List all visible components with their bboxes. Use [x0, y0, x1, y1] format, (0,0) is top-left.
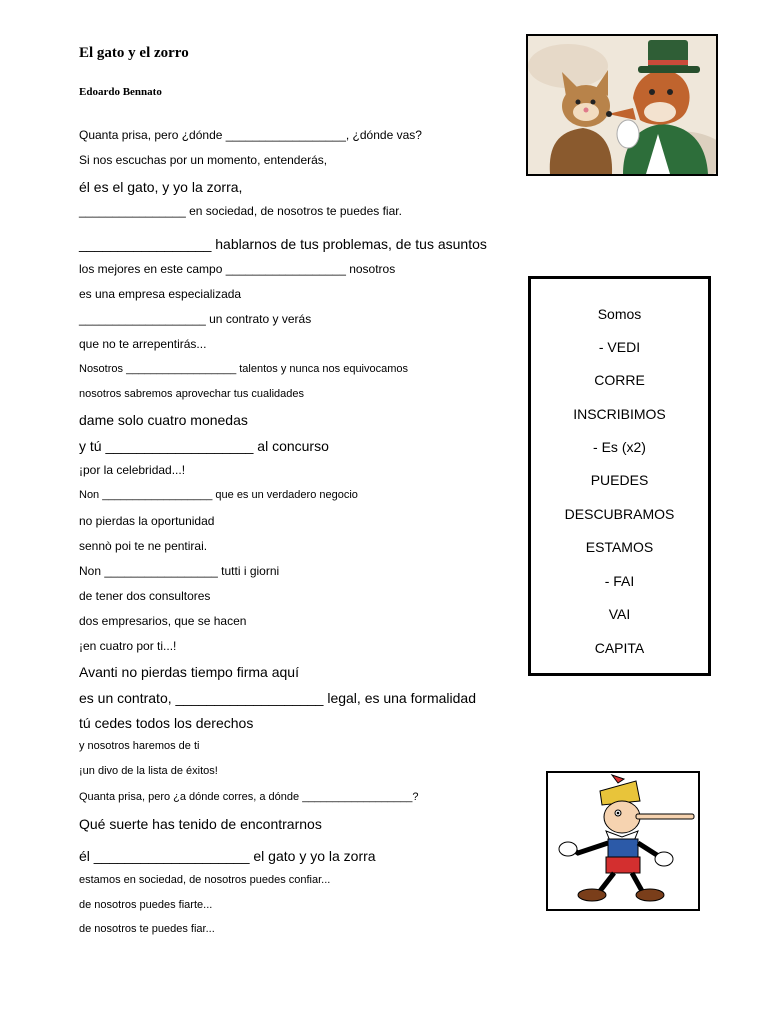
- lyric-line: ___________________ un contrato y verás: [79, 312, 312, 326]
- lyric-line: él es el gato, y yo la zorra,: [79, 179, 243, 195]
- lyric-line: los mejores en este campo __________________ nosotros: [79, 262, 396, 276]
- lyric-line: y nosotros haremos de ti: [79, 740, 200, 752]
- lyric-line: ________________ en sociedad, de nosotros te puedes fiar.: [79, 204, 402, 218]
- lyric-line: Si nos escuchas por un momento, entenderás,: [79, 153, 328, 167]
- lyric-line: Avanti no pierdas tiempo firma aquí: [79, 664, 299, 680]
- lyric-line: dame solo cuatro monedas: [79, 412, 248, 428]
- lyric-line: de tener dos consultores: [79, 589, 211, 603]
- lyric-line: él ____________________ el gato y yo la zorra: [79, 848, 376, 864]
- word-bank-item: CAPITA: [594, 640, 645, 656]
- word-bank-item: - FAI: [604, 573, 635, 589]
- lyric-line: es una empresa especializada: [79, 287, 242, 301]
- word-bank-item: DESCUBRAMOS: [564, 506, 675, 522]
- word-bank-box: [528, 276, 711, 676]
- lyric-line: es un contrato, ___________________ legal, es una formalidad: [79, 690, 476, 706]
- lyric-line: ¡un divo de la lista de éxitos!: [79, 765, 218, 777]
- page-title: El gato y el zorro: [79, 45, 189, 61]
- word-bank-item: Somos: [597, 306, 642, 322]
- word-bank-item: - VEDI: [598, 339, 641, 355]
- word-bank-item: - Es (x2): [593, 439, 646, 455]
- lyric-line: y tú ___________________ al concurso: [79, 438, 329, 454]
- lyric-line: Non __________________ que es un verdadero negocio: [79, 489, 358, 501]
- lyric-line: Qué suerte has tenido de encontrarnos: [79, 816, 322, 832]
- word-bank-item: VAI: [608, 606, 631, 622]
- word-bank-item: INSCRIBIMOS: [573, 406, 666, 422]
- word-bank-item: ESTAMOS: [585, 539, 654, 555]
- lyric-line: nosotros sabremos aprovechar tus cualidades: [79, 388, 305, 400]
- lyric-line: ¡por la celebridad...!: [79, 463, 186, 477]
- author-name: Edoardo Bennato: [79, 86, 162, 98]
- lyric-line: estamos en sociedad, de nosotros puedes confiar...: [79, 874, 331, 886]
- lyric-line: dos empresarios, que se hacen: [79, 614, 247, 628]
- lyric-line: no pierdas la oportunidad: [79, 514, 215, 528]
- lyric-line: Nosotros __________________ talentos y nunca nos equivocamos: [79, 363, 409, 375]
- lyric-line: de nosotros puedes fiarte...: [79, 899, 213, 911]
- pinocchio-illustration: [546, 771, 700, 911]
- lyric-line: de nosotros te puedes fiar...: [79, 923, 215, 935]
- word-bank-item: CORRE: [594, 372, 645, 388]
- lyric-line: sennò poi te ne pentirai.: [79, 539, 208, 553]
- lyric-line: tú cedes todos los derechos: [79, 715, 254, 731]
- lyric-line: Quanta prisa, pero ¿dónde __________________, ¿dónde vas?: [79, 128, 422, 142]
- lyric-line: que no te arrepentirás...: [79, 337, 207, 351]
- lyric-line: ¡en cuatro por ti...!: [79, 639, 177, 653]
- word-bank-item: PUEDES: [590, 472, 649, 488]
- cat-and-fox-illustration: [526, 34, 718, 176]
- lyric-line: _________________ hablarnos de tus problemas, de tus asuntos: [79, 236, 487, 252]
- lyric-line: Non _________________ tutti i giorni: [79, 564, 280, 578]
- lyric-line: Quanta prisa, pero ¿a dónde corres, a dónde __________________?: [79, 791, 419, 803]
